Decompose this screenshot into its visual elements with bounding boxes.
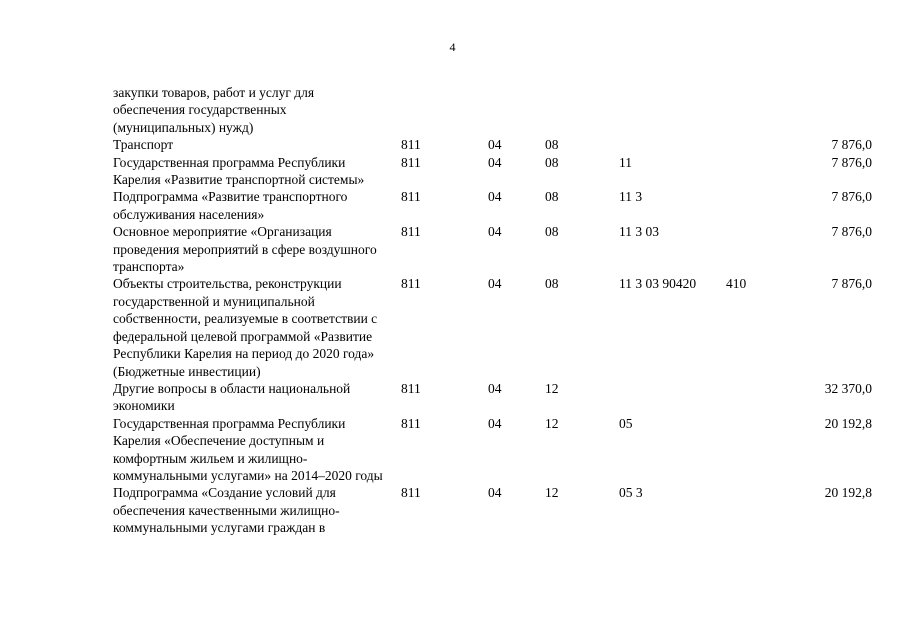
row-admin-code: 811 (401, 137, 421, 153)
row-name: Государственная программа Республики Карелия «Развитие транспортной системы» (113, 154, 365, 188)
row-target-article: 05 (619, 415, 633, 431)
row-expense-type: 410 (726, 276, 747, 292)
row-sum: 32 370,0 (824, 380, 872, 396)
row-sum: 20 192,8 (824, 485, 872, 501)
row-admin-code: 811 (401, 224, 421, 240)
row-section-code: 04 (488, 485, 502, 501)
row-name: закупки товаров, работ и услуг для обеспечения государственных (муниципальных) нужд) (113, 85, 315, 135)
row-subsection-code: 12 (545, 415, 559, 431)
row-name: Подпрограмма «Создание условий для обеспечения качественными жилищно-коммунальными услугами граждан в (113, 485, 340, 536)
row-section-code: 04 (488, 224, 502, 240)
row-admin-code: 811 (401, 485, 421, 501)
row-admin-code: 811 (401, 189, 421, 205)
row-section-code: 04 (488, 380, 502, 396)
row-name: Другие вопросы в области национальной экономики (113, 380, 351, 414)
row-sum: 7 876,0 (831, 154, 872, 170)
row-name: Подпрограмма «Развитие транспортного обслуживания населения» (113, 189, 348, 222)
row-sum: 20 192,8 (824, 415, 872, 431)
table-row (0, 380, 905, 415)
row-admin-code: 811 (401, 276, 421, 292)
row-section-code: 04 (488, 276, 502, 292)
row-section-code: 04 (488, 189, 502, 205)
row-name: Основное мероприятие «Организация проведения мероприятий в сфере воздушного транспорта» (113, 224, 377, 275)
row-subsection-code: 12 (545, 380, 559, 396)
row-subsection-code: 12 (545, 485, 559, 501)
row-subsection-code: 08 (545, 276, 559, 292)
table-row (0, 154, 905, 189)
row-subsection-code: 08 (545, 137, 559, 153)
table-row (0, 484, 905, 536)
row-name: Государственная программа Республики Карелия «Обеспечение доступным и комфортным жильем и жилищно-коммунальными услугами» на 2014–2020 годы (113, 415, 383, 483)
row-subsection-code: 08 (545, 189, 559, 205)
row-sum: 7 876,0 (831, 189, 872, 205)
row-sum: 7 876,0 (831, 276, 872, 292)
row-section-code: 04 (488, 415, 502, 431)
row-name: Транспорт (113, 137, 174, 153)
table-row (0, 84, 905, 136)
table-row (0, 188, 905, 223)
row-section-code: 04 (488, 154, 502, 170)
row-target-article: 11 3 (619, 189, 643, 205)
row-target-article: 11 3 03 (619, 224, 659, 240)
row-section-code: 04 (488, 137, 502, 153)
row-subsection-code: 08 (545, 224, 559, 240)
row-target-article: 11 3 03 90420 (619, 276, 697, 292)
budget-table (0, 84, 905, 537)
row-subsection-code: 08 (545, 154, 559, 170)
row-sum: 7 876,0 (831, 224, 872, 240)
row-sum: 7 876,0 (831, 137, 872, 153)
table-row (0, 415, 905, 485)
row-admin-code: 811 (401, 380, 421, 396)
page-number: 4 (449, 40, 456, 54)
row-admin-code: 811 (401, 415, 421, 431)
table-row (0, 275, 905, 379)
row-target-article: 11 (619, 154, 632, 170)
row-target-article: 05 3 (619, 485, 643, 501)
table-row (0, 136, 905, 153)
row-admin-code: 811 (401, 154, 421, 170)
table-row (0, 223, 905, 275)
row-name: Объекты строительства, реконструкции государственной и муниципальной собственности, реализуемые в соответствии с федеральной целевой программой «Развитие Республики Карелия на период до 2020 года» (Бюджетные инвестиции) (113, 276, 378, 379)
